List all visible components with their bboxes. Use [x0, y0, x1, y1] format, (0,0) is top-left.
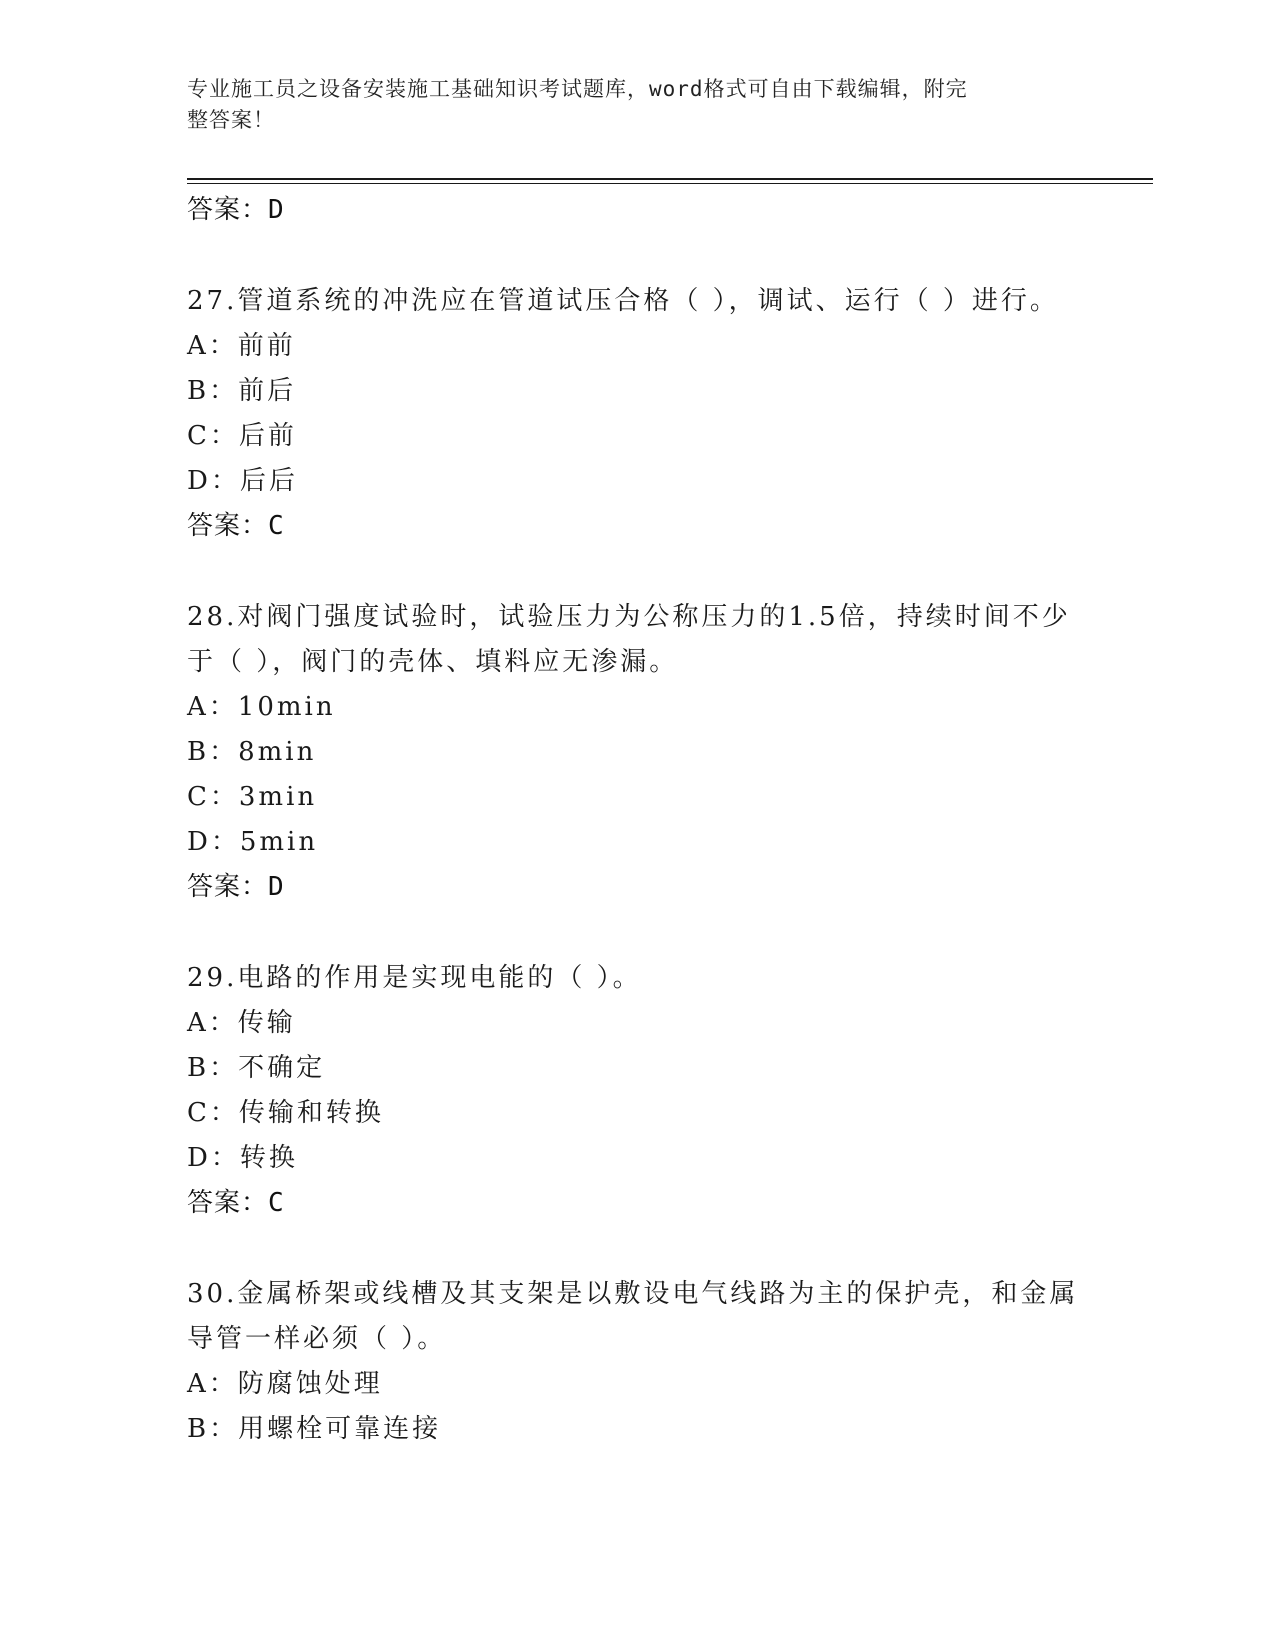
question-stem: 29.电路的作用是实现电能的（ ）。 — [187, 963, 642, 993]
answer: 答案：C — [187, 511, 285, 541]
spacer — [187, 910, 1077, 956]
spacer — [187, 549, 1077, 595]
document-header — [187, 74, 1067, 136]
spacer — [187, 1226, 1077, 1272]
answer: 答案：C — [187, 1188, 285, 1218]
question-30 — [187, 1272, 1077, 1452]
question-stem: 27.管道系统的冲洗应在管道试压合格（ ），调试、运行（ ）进行。 — [187, 286, 1059, 316]
header-rule-thin — [187, 183, 1153, 184]
header-line-2: 整答案！ — [187, 108, 275, 132]
option-a: A：传输 — [187, 1008, 296, 1038]
option-b: B：用螺栓可靠连接 — [187, 1414, 442, 1444]
option-a: A：前前 — [187, 331, 296, 361]
header-line-1: 专业施工员之设备安装施工基础知识考试题库，word格式可自由下载编辑，附完 — [187, 77, 968, 101]
question-29 — [187, 956, 1077, 1226]
question-27 — [187, 279, 1077, 549]
option-c: C：后前 — [187, 421, 297, 451]
question-stem: 28.对阀门强度试验时，试验压力为公称压力的1.5倍，持续时间不少 — [187, 602, 1071, 632]
option-d: D：后后 — [187, 466, 298, 496]
spacer — [187, 233, 1077, 279]
option-d: D：转换 — [187, 1143, 298, 1173]
option-b: B：8min — [187, 737, 317, 767]
option-a: A：防腐蚀处理 — [187, 1369, 383, 1399]
document-body — [187, 188, 1077, 1452]
option-b: B：前后 — [187, 376, 297, 406]
option-d: D：5min — [187, 827, 319, 857]
option-a: A：10min — [187, 692, 336, 722]
question-stem-continued: 导管一样必须（ ）。 — [187, 1324, 447, 1354]
option-c: C：3min — [187, 782, 318, 812]
question-28 — [187, 595, 1077, 910]
previous-answer: 答案：D — [187, 195, 285, 225]
header-rule-thick — [187, 178, 1153, 180]
question-stem-continued: 于（ ），阀门的壳体、填料应无渗漏。 — [187, 647, 679, 677]
answer: 答案：D — [187, 872, 285, 902]
question-stem: 30.金属桥架或线槽及其支架是以敷设电气线路为主的保护壳，和金属 — [187, 1279, 1079, 1309]
option-b: B：不确定 — [187, 1053, 326, 1083]
option-c: C：传输和转换 — [187, 1098, 384, 1128]
